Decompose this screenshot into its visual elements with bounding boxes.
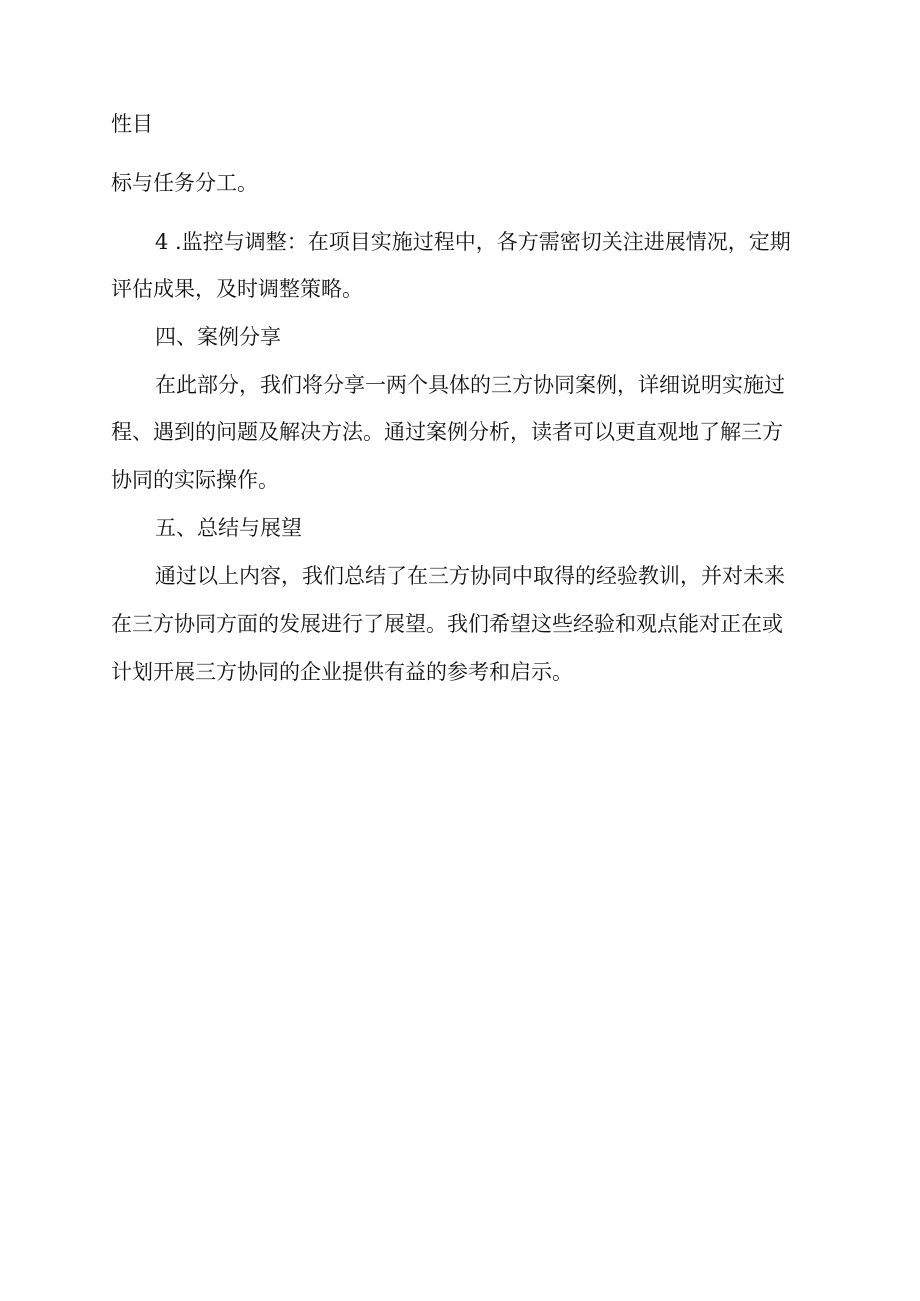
paragraph-line: 计划开展三方协同的企业提供有益的参考和启示。 (111, 660, 573, 684)
text-line: 性目 (111, 112, 153, 136)
text-line: 标与任务分工。 (111, 171, 258, 195)
section-heading-summary: 五、总结与展望 (155, 516, 302, 540)
section-heading-case-sharing: 四、案例分享 (155, 325, 281, 349)
paragraph-line: 在此部分，我们将分享一两个具体的三方协同案例，详细说明实施过 (155, 373, 785, 397)
paragraph-line: 在三方协同方面的发展进行了展望。我们希望这些经验和观点能对正在或 (111, 612, 783, 636)
paragraph-line: 程、遇到的问题及解决方法。通过案例分析，读者可以更直观地了解三方 (111, 420, 783, 444)
text-line: 评估成果，及时调整策略。 (111, 277, 363, 301)
paragraph-line: 通过以上内容，我们总结了在三方协同中取得的经验教训，并对未来 (155, 564, 785, 588)
list-item-4: 4 .监控与调整：在项目实施过程中，各方需密切关注进展情况，定期 (155, 230, 791, 254)
paragraph-line: 协同的实际操作。 (111, 468, 279, 492)
